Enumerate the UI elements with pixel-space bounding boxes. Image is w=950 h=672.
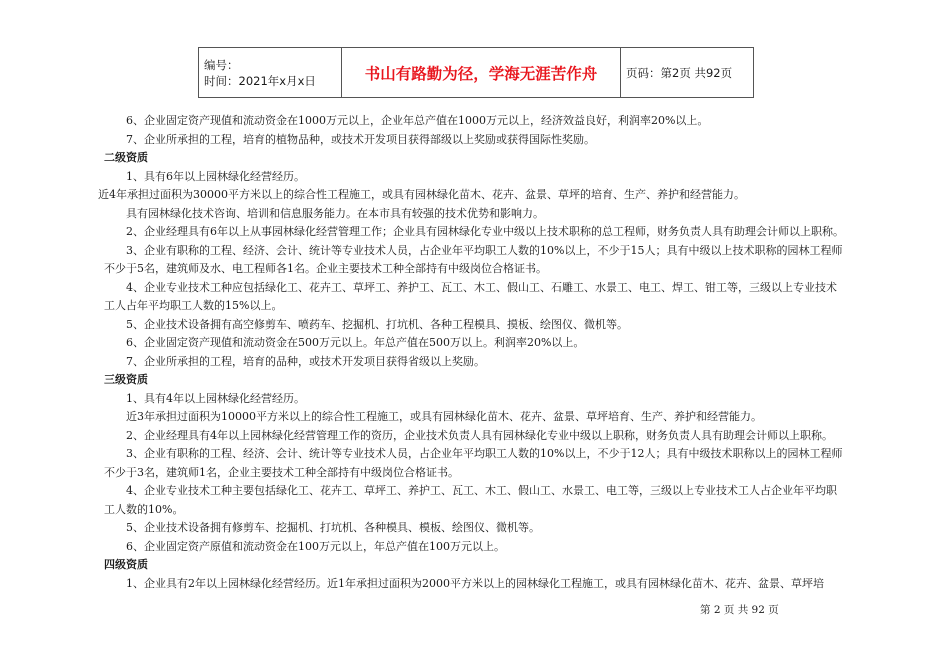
- paragraph: 7、企业所承担的工程，培育的植物品种，或技术开发项目获得部级以上奖励或获得国际性奖励。: [126, 132, 595, 146]
- document-time-label: 时间：2021年x月x日: [204, 73, 316, 88]
- section-heading: 四级资质: [104, 558, 148, 571]
- paragraph: 1、企业具有2年以上园林绿化经营经历。近1年承担过面积为2000平方米以上的园林绿化工程施工，或具有园林绿化苗木、花卉、盆景、草坪培: [126, 576, 824, 590]
- header-meta-cell: [199, 48, 342, 98]
- header-motto: 书山有路勤为径，学海无涯苦作舟: [342, 48, 621, 98]
- section-heading: 三级资质: [104, 373, 148, 386]
- paragraph: 3、企业有职称的工程、经济、会计、统计等专业技术人员，占企业年平均职工人数的10%以上，不少于15人；具有中级以上技术职称的园林工程师不少于5名，建筑师及水、电工程师各1名。企业主要技术工种全部持有中级岗位合格证书。: [104, 243, 843, 275]
- header-page-label: 页码：第2页 共92页: [621, 48, 754, 98]
- paragraph: 1、具有6年以上园林绿化经营经历。: [126, 169, 305, 183]
- paragraph: 5、企业技术设备拥有修剪车、挖掘机、打坑机、各种模具、模板、绘图仪、微机等。: [126, 521, 540, 534]
- paragraph: 具有园林绿化技术咨询、培训和信息服务能力。在本市具有较强的技术优势和影响力。: [126, 206, 544, 220]
- paragraph: 1、具有4年以上园林绿化经营经历。: [126, 391, 305, 405]
- document-number-label: 编号：: [204, 57, 239, 72]
- document-body: [98, 112, 844, 593]
- paragraph: 3、企业有职称的工程、经济、会计、统计等专业技术人员，占企业年平均职工人数的10%以上，不少于12人；具有中级技术职称以上的园林工程师不少于3名，建筑师1名，企业主要技术工种全部持有中级岗位合格证书。: [104, 447, 843, 479]
- paragraph: 6、企业固定资产现值和流动资金在500万元以上。年总产值在500万以上。利润率20%以上。: [126, 336, 585, 349]
- paragraph: 2、企业经理具有6年以上从事园林绿化经营管理工作；企业具有园林绿化专业中级以上技术职称的总工程师，财务负责人具有助理会计师以上职称。: [126, 225, 844, 238]
- section-heading: 二级资质: [104, 151, 148, 164]
- paragraph: 近4年承担过面积为30000平方米以上的综合性工程施工，或具有园林绿化苗木、花卉、盆景、草坪的培育、生产、养护和经营能力。: [98, 188, 745, 201]
- paragraph: 6、企业固定资产现值和流动资金在1000万元以上，企业年总产值在1000万元以上，经济效益良好，利润率20%以上。: [126, 114, 709, 127]
- paragraph: 2、企业经理具有4年以上园林绿化经营管理工作的资历，企业技术负责人具有园林绿化专业中级以上职称，财务负责人具有助理会计师以上职称。: [126, 428, 833, 442]
- paragraph: 5、企业技术设备拥有高空修剪车、喷药车、挖掘机、打坑机、各种工程模具、摸板、绘图仪、微机等。: [126, 317, 628, 331]
- paragraph: 7、企业所承担的工程，培育的品种，或技术开发项目获得省级以上奖励。: [126, 354, 485, 368]
- paragraph: 4、企业专业技术工种应包括绿化工、花卉工、草坪工、养护工、瓦工、木工、假山工、石雕工、水景工、电工、焊工、钳工等，三级以上专业技术工人占年平均职工人数的15%以上。: [104, 280, 837, 312]
- paragraph: 6、企业固定资产原值和流动资金在100万元以上，年总产值在100万元以上。: [126, 539, 505, 553]
- document-header: [198, 47, 754, 98]
- paragraph: 近3年承担过面积为10000平方米以上的综合性工程施工，或具有园林绿化苗木、花卉、盆景、草坪培育、生产、养护和经营能力。: [126, 410, 762, 423]
- page-footer: 第 2 页 共 92 页: [700, 604, 779, 616]
- paragraph: 4、企业专业技术工种主要包括绿化工、花卉工、草坪工、养护工、瓦工、木工、假山工、水景工、电工等，三级以上专业技术工人占企业年平均职工人数的10%。: [104, 484, 837, 516]
